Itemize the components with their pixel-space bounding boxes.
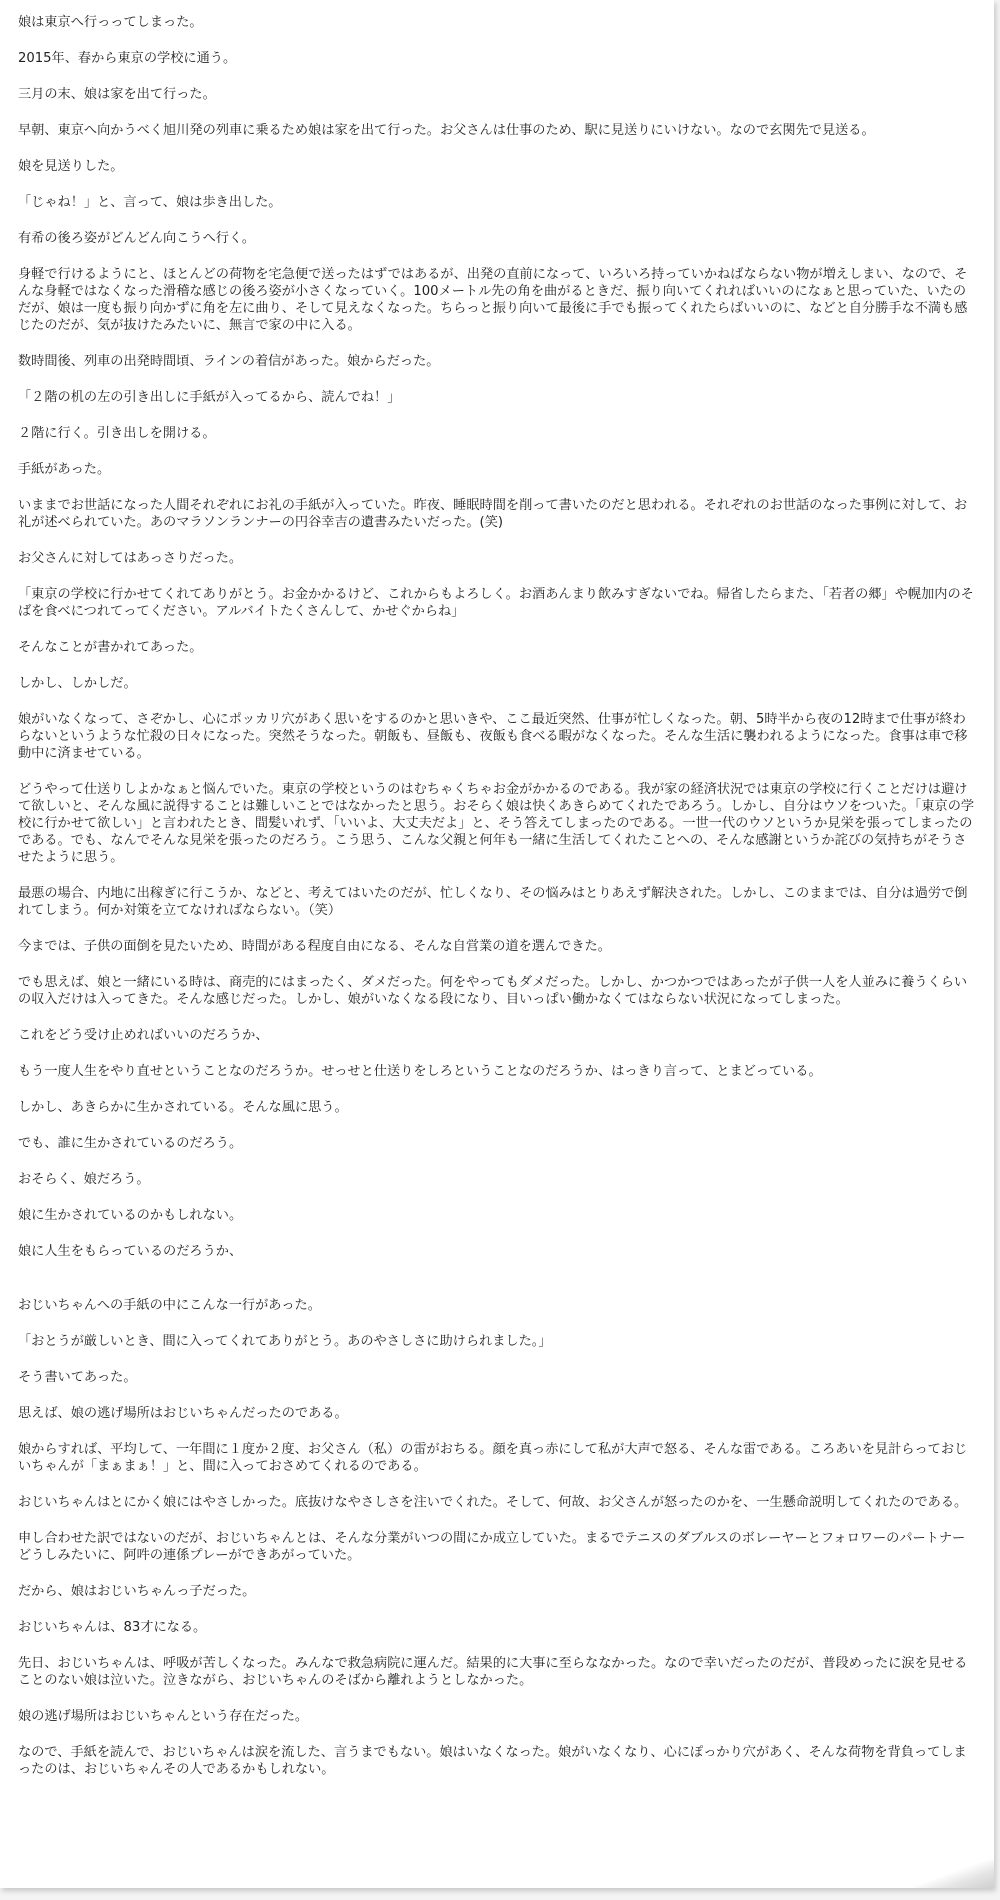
article-paragraph: 手紙があった。 [18, 462, 111, 477]
article-paragraph: 娘を見送りした。 [18, 159, 124, 174]
article-paragraph: 娘からすれば、平均して、一年間に１度か２度、お父さん（私）の雷がおちる。顔を真っ赤にして私が大声で怒る、そんな雷である。ころあいを見計らっておじいちゃんが「まぁまぁ！」と、間に入っておさめてくれるのである。 [18, 1442, 968, 1474]
article-paragraph: でも、誰に生かされているのだろう。 [18, 1136, 243, 1151]
article-paragraph: 娘がいなくなって、さぞかし、心にポッカリ穴があく思いをするのかと思いきや、ここ最近突然、仕事が忙しくなった。朝、5時半から夜の12時まで仕事が終わらないというような忙殺の日々になった。突然そうなった。朝飯も、昼飯も、夜飯も食べる暇がなくなった。そんな生活に襲われるようになった。食事は車で移動中に済ませている。 [18, 712, 968, 761]
article-paragraph: おじいちゃんは、83才になる。 [18, 1620, 207, 1635]
article-paragraph: 「おとうが厳しいとき、間に入ってくれてありがとう。あのやさしさに助けられました。」 [18, 1334, 552, 1349]
article-paragraph: 最悪の場合、内地に出稼ぎに行こうか、などと、考えてはいたのだが、忙しくなり、その悩みはとりあえず解決された。しかし、このままでは、自分は過労で倒れてしまう。何か対策を立てなければならない。（笑） [18, 886, 968, 918]
article-paragraph: そんなことが書かれてあった。 [18, 640, 203, 655]
article-paragraph: 娘の逃げ場所はおじいちゃんという存在だった。 [18, 1709, 309, 1724]
article-paragraph: 今までは、子供の面倒を見たいため、時間がある程度自由になる、そんな自営業の道を選んできた。 [18, 939, 611, 954]
article-paragraph: 有希の後ろ姿がどんどん向こうへ行く。 [18, 231, 256, 246]
article-paragraph: おじいちゃんはとにかく娘にはやさしかった。底抜けなやさしさを注いでくれた。そして、何故、お父さんが怒ったのかを、一生懸命説明してくれたのである。 [18, 1495, 968, 1510]
article-paragraph: どうやって仕送りしよかなぁと悩んでいた。東京の学校というのはむちゃくちゃお金がかかるのである。我が家の経済状況では東京の学校に行くことだけは避けて欲しいと、そんな風に説得することは難しいことではなかったと思う。おそらく娘は快くあきらめてくれたであろう。しかし、自分はウソをついた。「東京の学校に行かせて欲しい」と言われたとき、間髪いれず、「いいよ、大丈夫だよ」と、そう答えてしまったのである。一世一代のウソというか見栄を張ってしまったのである。でも、なんでそんな見栄を張ったのだろう。こう思う、こんな父親と何年も一緒に生活してくれたことへの、そんな感謝というか詫びの気持ちがそうさせたように思う。 [18, 782, 975, 865]
article-paragraph: 思えば、娘の逃げ場所はおじいちゃんだったのである。 [18, 1406, 348, 1421]
article-body [18, 14, 978, 1797]
article-paragraph: 三月の末、娘は家を出て行った。 [18, 87, 216, 102]
article-paragraph: そう書いてあった。 [18, 1370, 137, 1385]
article-paragraph: 娘に生かされているのかもしれない。 [18, 1208, 243, 1223]
article-paragraph: 「東京の学校に行かせてくれてありがとう。お金かかるけど、これからもよろしく。お酒あんまり飲みすぎないでね。帰省したらまた、「若者の郷」や幌加内のそばを食べにつれてってください。アルバイトたくさんして、かせぐからね」 [18, 587, 974, 619]
article-paragraph: 申し合わせた訳ではないのだが、おじいちゃんとは、そんな分業がいつの間にか成立していた。まるでテニスのダブルスのボレーヤーとフォロワーのパートナーどうしみたいに、阿吽の連係プレーができあがっていた。 [18, 1531, 966, 1563]
article-paragraph: お父さんに対してはあっさりだった。 [18, 551, 243, 566]
article-paragraph: 数時間後、列車の出発時間頃、ラインの着信があった。娘からだった。 [18, 354, 440, 369]
article-paragraph: もう一度人生をやり直せということなのだろうか。せっせと仕送りをしろということなのだろうか、はっきり言って、とまどっている。 [18, 1064, 822, 1079]
article-paragraph: ２階に行く。引き出しを開ける。 [18, 426, 216, 441]
article-paragraph: 早朝、東京へ向かうべく旭川発の列車に乗るため娘は家を出て行った。お父さんは仕事のため、駅に見送りにいけない。なので玄関先で見送る。 [18, 123, 875, 138]
article-paragraph: 「２階の机の左の引き出しに手紙が入ってるから、読んでね！」 [18, 390, 401, 405]
article-paragraph: しかし、しかしだ。 [18, 676, 137, 691]
article-paragraph: 2015年、春から東京の学校に通う。 [18, 51, 237, 66]
article-paragraph: しかし、あきらかに生かされている。そんな風に思う。 [18, 1100, 348, 1115]
article-paragraph: 娘は東京へ行っってしまった。 [18, 15, 203, 30]
article-paragraph: なので、手紙を読んで、おじいちゃんは涙を流した、言うまでもない。娘はいなくなった。娘がいなくなり、心にぽっかり穴があく、そんな荷物を背負ってしまったのは、おじいちゃんその人であるかもしれない。 [18, 1745, 967, 1777]
article-paragraph: 娘に人生をもらっているのだろうか、 [18, 1244, 243, 1259]
article-paragraph: だから、娘はおじいちゃんっ子だった。 [18, 1584, 256, 1599]
article-paragraph: 「じゃね！」と、言って、娘は歩き出した。 [18, 195, 282, 210]
article-paragraph: 先日、おじいちゃんは、呼吸が苦しくなった。みんなで救急病院に運んだ。結果的に大事に至らななかった。なので幸いだったのだが、普段めったに涙を見せることのない娘は泣いた。泣きながら、おじいちゃんのそばから離れようとしなかった。 [18, 1656, 968, 1688]
article-paragraph: これをどう受け止めればいいのだろうか、 [18, 1028, 269, 1043]
article-paragraph: でも思えば、娘と一緒にいる時は、商売的にはまったく、ダメだった。何をやってもダメだった。しかし、かつかつではあったが子供一人を人並みに養うくらいの収入だけは入ってきた。そんな感じだった。しかし、娘がいなくなる段になり、目いっぱい働かなくてはならない状況になってしまった。 [18, 975, 968, 1007]
article-paragraph: おじいちゃんへの手紙の中にこんな一行があった。 [18, 1298, 321, 1313]
article-paragraph: いままでお世話になった人間それぞれにお礼の手紙が入っていた。昨夜、睡眠時間を削って書いたのだと思われる。それぞれのお世話のなった事例に対して、お礼が述べられていた。あのマラソンランナーの円谷幸吉の遺書みたいだった。(笑) [18, 498, 968, 530]
article-paragraph: おそらく、娘だろう。 [18, 1172, 150, 1187]
article-paragraph: 身軽で行けるようにと、ほとんどの荷物を宅急便で送ったはずではあるが、出発の直前になって、いろいろ持っていかねばならない物が増えしまい、なので、そんな身軽ではなくなった滑稽な感じの後ろ姿が小さくなっていく。100メートル先の角を曲がるときだ、振り向いてくれればいいのになぁと思っていた、いたのだが、娘は一度も振り向かずに角を左に曲り、そして見えなくなった。ちらっと振り向いて最後に手でも振ってくれたらばいいのに、などと自分勝手な不満も感じたのだが、気が抜けたみたいに、無言で家の中に入る。 [18, 267, 968, 333]
